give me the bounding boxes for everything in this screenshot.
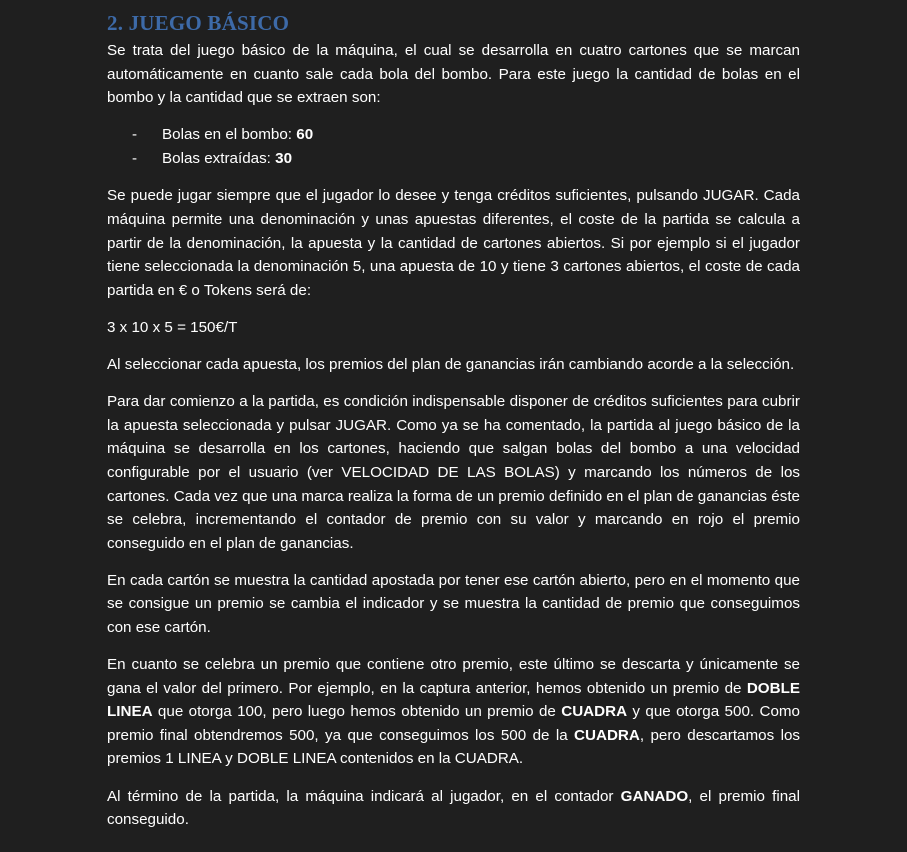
game-start-paragraph: Para dar comienzo a la partida, es condición indispensable disponer de créditos suficientes para cubrir la apuesta seleccionada y pulsar JUGAR. Como ya se ha comentado, la partida al juego básico de la máquina se desarrolla en los cartones, haciendo que salgan bolas del bombo a una velocidad configurable por el usuario (ver VELOCIDAD DE LAS BOLAS) y marcando los números de los cartones. Cada vez que una marca realiza la forma de un premio definido en el plan de ganancias éste se celebra, incrementando el contador de premio con su valor y marcando en rojo el premio conseguido en el plan de ganancias. [107, 393, 800, 552]
ball-count-list [107, 123, 800, 170]
bold-term: CUADRA [561, 703, 628, 721]
bullet-label: Bolas extraídas: [162, 149, 276, 167]
bet-selection-paragraph: Al seleccionar cada apuesta, los premios del plan de ganancias irán cambiando acorde a la selección. [107, 356, 795, 374]
list-item [107, 123, 800, 147]
bullet-label: Bolas en el bombo: [162, 126, 297, 144]
bullet-value: 60 [296, 126, 314, 144]
game-end-paragraph [107, 785, 800, 832]
text-run: Al término de la partida, la máquina indicará al jugador, en el contador [107, 787, 621, 805]
section-heading: 2. JUEGO BÁSICO [107, 11, 290, 35]
text-run: que otorga 100, pero luego hemos obtenido un premio de [152, 703, 562, 721]
card-display-paragraph: En cada cartón se muestra la cantidad apostada por tener ese cartón abierto, pero en el momento que se consigue un premio se cambia el indicador y se muestra la cantidad de premio que conseguimos con ese cartón. [107, 571, 800, 636]
intro-paragraph: Se trata del juego básico de la máquina, el cual se desarrolla en cuatro cartones que se marcan automáticamente en cuanto sale cada bola del bombo. Para este juego la cantidad de bolas en el bombo y la cantidad que se extraen son: [107, 42, 800, 107]
bold-term: CUADRA [574, 726, 640, 744]
cost-formula: 3 x 10 x 5 = 150€/T [107, 318, 238, 336]
bullet-value: 30 [275, 149, 293, 167]
text-run: y que otorga 500. Como premio final obtendremos 500, ya que conseguimos los 500 de la [107, 703, 800, 744]
text-run: , el premio final conseguido. [107, 787, 801, 829]
bullet-dash: - [132, 126, 138, 144]
cost-paragraph: Se puede jugar siempre que el jugador lo desee y tenga créditos suficientes, pulsando JUGAR. Cada máquina permite una denominación y unas apuestas diferentes, el coste de la partida se calcula a partir de la denominación, la apuesta y la cantidad de cartones abiertos. Si por ejemplo si el jugador tiene seleccionada la denominación 5, una apuesta de 10 y tiene 3 cartones abiertos, el coste de cada partida en € o Tokens será de: [107, 187, 800, 299]
bold-term: GANADO [620, 787, 689, 805]
text-run: En cuanto se celebra un premio que contiene otro premio, este último se descarta y únicamente se gana el valor del primero. Por ejemplo, en la captura anterior, hemos obtenido un premio de [107, 656, 800, 697]
text-run: , pero descartamos los premios 1 LINEA y DOBLE LINEA contenidos en la CUADRA. [107, 726, 800, 768]
bold-term: DOBLE LINEA [107, 679, 800, 721]
prize-combo-paragraph [107, 653, 800, 771]
bullet-dash: - [132, 149, 138, 167]
list-item [107, 147, 800, 171]
document-content [107, 8, 800, 845]
